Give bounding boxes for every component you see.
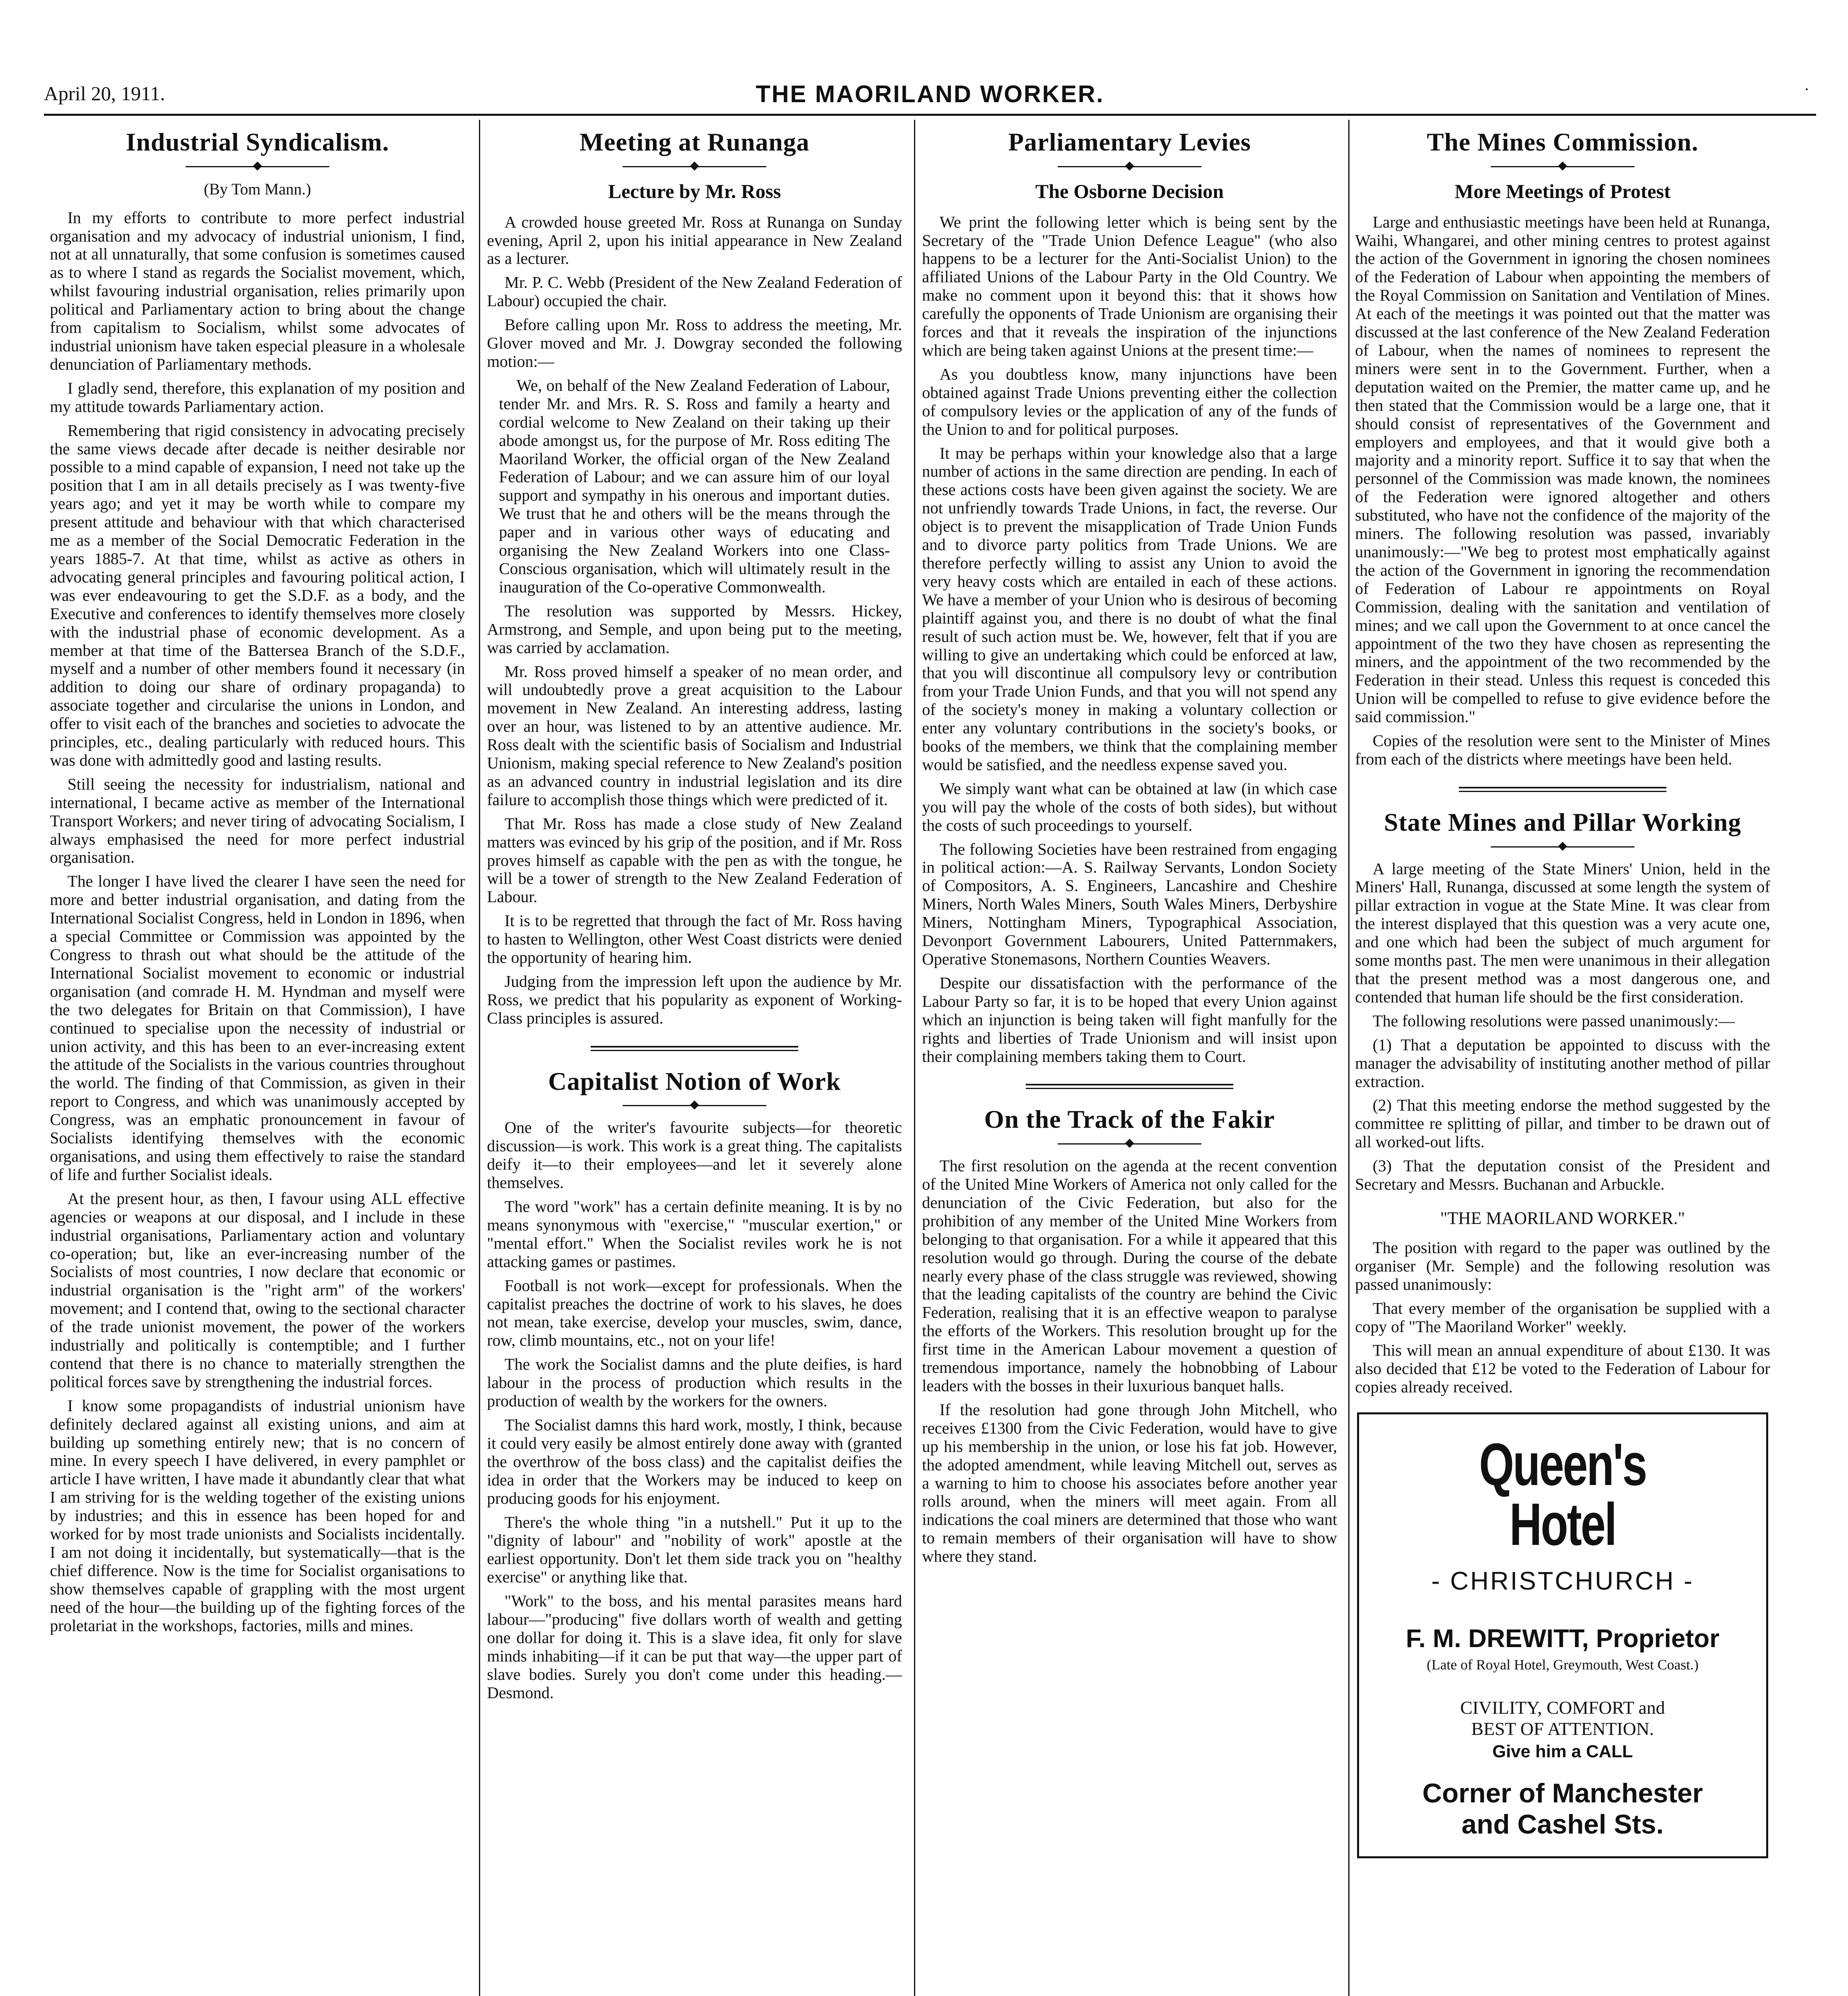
paragraph: If the resolution had gone through John Mitchell, who receives £1300 from the Civic Federation, would have to give up his membership in the union, or lose his fat job. However, the adopted amendment, while leaving Mitchell out, serves as a warning to him to choose his associates before another year rolls around, when the miners will meet again. From all indications the coal miners are determined that those who want to remain members of their organisation will have to show where they stand. — [922, 1400, 1337, 1566]
paragraph: The following resolutions were passed unanimously:— — [1373, 1011, 1735, 1030]
ornament-divider — [1491, 841, 1634, 853]
article-body — [50, 209, 465, 1635]
paragraph: That Mr. Ross has made a close study of New Zealand matters was evinced by his grip of the position, and if Mr. Ross proves himself as capable with the pen as with the tongue, he will be a tower of strength to the New Zealand Federation of Labour. — [487, 814, 902, 906]
section-separator — [591, 1046, 798, 1051]
article-body — [487, 213, 902, 1028]
paragraph: As you doubtless know, many injunctions have been obtained against Trade Unions preventing either the collection of compulsory levies or the application of any of the funds of the Union to and for political purposes. — [922, 364, 1337, 438]
paragraph: This will mean an annual expenditure of about £130. It was also decided that £12 be voted to the Federation of Labour for copies already received. — [1355, 1341, 1770, 1396]
ad-civility: CIVILITY, COMFORT and — [1460, 1697, 1665, 1718]
paragraph: The work the Socialist damns and the plute deifies, is hard labour in the process of production which results in the production of wealth by the workers for the owners. — [487, 1355, 902, 1410]
paragraph: Football is not work—except for professionals. When the capitalist preaches the doctrine of work to his slaves, he does not mean, take exercise, develop your muscles, swim, dance, row, climb mountains, etc., not on your life! — [487, 1276, 902, 1350]
ornament-divider — [1058, 160, 1201, 172]
column-1 — [50, 128, 465, 1996]
paragraph: The position with regard to the paper was outlined by the organiser (Mr. Semple) and the following resolution was passed unanimously: — [1355, 1238, 1770, 1293]
article-headline: Parliamentary Levies — [1008, 128, 1251, 156]
ad-title: Queen's Hotel — [1479, 1431, 1646, 1558]
paragraph: The word "work" has a certain definite meaning. It is by no means synonymous with "exercise," "muscular exertion," or "mental effort." When the Socialist reviles work he is not attacking games or pastimes. — [487, 1197, 902, 1271]
article-body — [1355, 213, 1770, 768]
article-subhead: More Meetings of Protest — [1454, 180, 1671, 202]
article-subhead: Lecture by Mr. Ross — [608, 180, 781, 202]
paragraph: Mr. Ross proved himself a speaker of no mean order, and will undoubtedly prove a great acquisition to the Labour movement in New Zealand. An interesting address, lasting over an hour, was listened to by an attentive audience. Mr. Ross dealt with the scientific basis of Socialism and Industrial Unionism, making special reference to New Zealand's position as an advanced country in industrial legislation and its dire failure to accomplish those things which were predicted of it. — [487, 662, 902, 809]
ornament-divider — [1058, 1138, 1201, 1150]
ornament-divider — [623, 160, 766, 172]
ad-address-line-2: and Cashel Sts. — [1461, 1809, 1664, 1840]
page-header — [44, 82, 1816, 106]
ad-attention: BEST OF ATTENTION. — [1471, 1719, 1654, 1739]
ad-proprietor: F. M. DREWITT, Proprietor — [1406, 1624, 1719, 1653]
article-headline: Industrial Syndicalism. — [126, 128, 389, 156]
paragraph: I gladly send, therefore, this explanation of my position and my attitude towards Parliamentary action. — [50, 378, 465, 416]
page-mark: · — [1804, 80, 1810, 98]
paragraph: We simply want what can be obtained at law (in which case you will pay the whole of the costs of both sides), but without the costs of such proceedings to yourself. — [922, 779, 1337, 834]
section-separator — [1026, 1084, 1233, 1089]
article-headline: On the Track of the Fakir — [984, 1105, 1275, 1134]
paragraph: Judging from the impression left upon the audience by Mr. Ross, we predict that his popularity as exponent of Working-Class principles is assured. — [487, 972, 902, 1027]
paragraph: The resolution was supported by Messrs. Hickey, Armstrong, and Semple, and upon being put to the meeting, was carried by acclamation. — [487, 601, 902, 657]
paragraph: Despite our dissatisfaction with the performance of the Labour Party so far, it is to be hoped that every Union against which an injunction is being taken will fight manfully for the rights and liberties of Trade Unionism and will insist upon their complaining members taking them to Court. — [922, 973, 1337, 1065]
paragraph: Large and enthusiastic meetings have been held at Runanga, Waihi, Whangarei, and other mining centres to protest against the action of the Government in ignoring the chosen nominees of the Federation of Labour when appointing the members of the Royal Commission on Sanitation and Ventilation of Mines. At each of the meetings it was pointed out that the matter was discussed at the last conference of the New Zealand Federation of Labour, when the names of nominees to represent the miners were sent in to the Government. Further, when a deputation waited on the Premier, the matter came up, and he then stated that the Commission would be a large one, that it should consist of representatives of the Government and employers and employees, and that it would give both a majority and a minority report. Suffice it to say that when the personnel of the Commission was made known, the nominees of the Federation were ignored altogether and others substituted, who have not the confidence of the majority of the miners. The following resolution was passed, invariably unanimously:—"We beg to protest most emphatically against the action of the Government in ignoring the recommendation of Federation of Labour re appointments on Royal Commission, dealing with the sanitation and ventilation of mines; and we call upon the Government to at once cancel the appointment of the two they have chosen as representing the miners, and the appointment of the two recommended by the Federation in their stead. Unless this request is conceded this Union will be compelled to refuse to give evidence before the said commission." — [1355, 212, 1770, 726]
column-rule-2 — [914, 120, 915, 1996]
section-separator — [1459, 787, 1666, 792]
paragraph: The first resolution on the agenda at the recent convention of the United Mine Workers of America not only called for the denunciation of the Civic Federation, but also for the prohibition of any member of the United Mine Workers from belonging to that organisation. For a while it appeared that this resolution would go through. During the course of the debate nearly every phase of the class struggle was reviewed, showing that the leading capitalists of the country are behind the Civic Federation, realising that it is an effective weapon to paralyse the efforts of the Workers. This resolution brought up for the first time in the American Labour movement a question of tremendous importance, namely the hobnobbing of Labour leaders with the bosses in their luxurious banquet halls. — [922, 1156, 1337, 1395]
header-rule — [44, 114, 1816, 116]
paragraph: (3) That the deputation consist of the President and Secretary and Messrs. Buchanan and Arbuckle. — [1355, 1156, 1770, 1194]
ad-address-line-1: Corner of Manchester — [1422, 1778, 1703, 1809]
paragraph: Copies of the resolution were sent to the Minister of Mines from each of the districts where meetings have been held. — [1355, 731, 1770, 768]
article-headline: Meeting at Runanga — [579, 128, 810, 156]
paragraph: (2) That this meeting endorse the method suggested by the committee re splitting of pillar, and timber to be drawn out of all worked-out lifts. — [1355, 1096, 1770, 1151]
paragraph: Still seeing the necessity for industrialism, national and international, I became active as member of the International Transport Workers; and never tiring of advocating Socialism, I always emphasised the need for more perfect industrial organisation. — [50, 774, 465, 867]
ornament-divider — [186, 160, 329, 172]
paragraph: The Socialist damns this hard work, mostly, I think, because it could very easily be almost entirely done away with (granted the overthrow of the boss class) and the capitalist deifies the idea in order that the Workers may be induced to keep on producing goods for his enjoyment. — [487, 1416, 902, 1507]
paragraph: One of the writer's favourite subjects—for theoretic discussion—is work. This work is a great thing. The capitalists deify it—to their employees—and let it severely alone themselves. — [487, 1118, 902, 1192]
issue-date: April 20, 1911. — [44, 82, 165, 105]
ornament-divider — [1491, 160, 1634, 172]
paragraph: "Work" to the boss, and his mental parasites means hard labour—"producing" five dollars worth of wealth and getting one dollar for doing it. This is a slave idea, fit only for slave minds inhabiting—if it can be put that way—the upper part of slave bodies. Surely you don't come under this heading.—Desmond. — [487, 1592, 902, 1702]
column-2 — [487, 128, 902, 1996]
paragraph: That every member of the organisation be supplied with a copy of "The Maoriland Worker" weekly. — [1355, 1299, 1770, 1336]
paragraph: In my efforts to contribute to more perfect industrial organisation and my advocacy of industrial unionism, I find, not at all unnaturally, that some confusion is sometimes caused as to where I stand as regards the Socialist movement, which, whilst favouring industrial organisation, relies primarily upon political and Parliamentary action to bring about the change from capitalism to Socialism, whilst some advocates of industrial unionism have taken especial pleasure in a wholesale denunciation of Parliamentary methods. — [50, 208, 465, 373]
article-body — [922, 213, 1337, 1066]
paragraph: I know some propagandists of industrial unionism have definitely declared against all existing unions, and aim at building up something entirely new; that is no concern of mine. In every speech I have delivered, in every pamphlet or article I have written, I have made it abundantly clear that what I am striving for is the welding together of the existing unions by industries; and this in essence has been hoped for and worked for by most trade unionists and Socialists incidentally. I am not doing it incidentally, but systematically—that is the chief difference. Now is the time for Socialist organisations to show themselves capable of grappling with the most urgent need of the hour—the building up of the fighting forces of the proletariat in the workshops, factories, mills and mines. — [50, 1396, 465, 1635]
article-subhead: The Osborne Decision — [1035, 180, 1224, 202]
ad-former-hotel: (Late of Royal Hotel, Greymouth, West Coast.) — [1427, 1657, 1699, 1673]
paragraph: Remembering that rigid consistency in advocating precisely the same views decade after decade is neither desirable nor possible to a mind capable of expansion, I need not take up the position that I am in all details precisely as I was twenty-five years ago; and yet it may be worth while to compare my present attitude and behaviour with that which characterised me as a member of the Social Democratic Federation in the years 1885-7. At that time, whilst as active as others in advocating general principles and favouring political action, I was ever endeavouring to get the S.D.F. as a body, and the Executive and conferences to identify themselves more closely with the industrial phase of economic development. As a member at that time of the Battersea Branch of the S.D.F., myself and a number of other members found it necessary (in addition to doing our share of ordinary propaganda) to associate together and circularise the unions in London, and offer to visit each of the branches and societies to advocate the principles, etc., dealing particularly with reduced hours. This was done with admittedly good and lasting results. — [50, 421, 465, 769]
ad-call: Give him a CALL — [1492, 1742, 1633, 1762]
column-3 — [922, 128, 1337, 1996]
paragraph: There's the whole thing "in a nutshell." Put it up to the "dignity of labour" and "nobility of work" apostle at the earliest opportunity. Don't let them side track you on "healthy exercise" or anything like that. — [487, 1513, 902, 1586]
hotel-advertisement — [1357, 1412, 1768, 1858]
ornament-divider — [623, 1099, 766, 1111]
paragraph: Mr. P. C. Webb (President of the New Zealand Federation of Labour) occupied the chair. — [487, 273, 902, 310]
paragraph: It may be perhaps within your knowledge also that a large number of actions in the same direction are pending. In each of these actions costs have been given against the society. We are not unfriendly towards Trade Unions, in fact, the reverse. Our object is to prevent the misapplication of Trade Union Funds and to divorce party politics from Trade Unions. We are therefore perfectly willing to assist any Union to avoid the very heavy costs which are entailed in each of these actions. We have a member of your Union who is desirous of becoming plaintiff against you, and there is no doubt of what the final result of such action must be. We, however, felt that if you are willing to give an undertaking which could be enforced at law, that you will discontinue all compulsory levy or contribution from your Trade Union Funds, and that you will not spend any of the society's money in making a voluntary collection or enter any voluntary contributions in the society's books, or books of the members, we think that the complaining member would be satisfied, and the needless expense saved you. — [922, 444, 1337, 774]
paragraph: A crowded house greeted Mr. Ross at Runanga on Sunday evening, April 2, upon his initial appearance in New Zealand as a lecturer. — [487, 212, 902, 268]
article-headline: The Mines Commission. — [1427, 128, 1699, 156]
paragraph: (1) That a deputation be appointed to discuss with the manager the advisability of instituting another method of pillar extraction. — [1355, 1035, 1770, 1091]
masthead: THE MAORILAND WORKER. — [756, 81, 1104, 107]
column-rule-1 — [479, 120, 480, 1996]
article-byline: (By Tom Mann.) — [204, 180, 311, 198]
paragraph: The following Societies have been restrained from engaging in political action:—A. S. Railway Servants, London Society of Compositors, A. S. Engineers, Lancashire and Cheshire Miners, North Wales Miners, South Wales Miners, Derbyshire Miners, Nottingham Miners, Typographical Association, Devonport Government Labourers, United Patternmakers, Operative Stonemasons, Northern Counties Weavers. — [922, 840, 1337, 968]
paragraph: It is to be regretted that through the fact of Mr. Ross having to hasten to Wellington, other West Coast districts were denied the opportunity of hearing him. — [487, 911, 902, 967]
paragraph: Before calling upon Mr. Ross to address the meeting, Mr. Glover moved and Mr. J. Dowgray seconded the following motion:— — [487, 315, 902, 371]
motion-text: We, on behalf of the New Zealand Federation of Labour, tender Mr. and Mrs. R. S. Ross and family a hearty and cordial welcome to New Zealand on their taking up their abode amongst us, for the purpose of Mr. Ross editing The Maoriland Worker, the official organ of the New Zealand Federation of Labour; and we can assure him of our loyal support and sympathy in his onerous and important duties. We trust that he and others will be the means through the paper and in various other ways of educating and organising the New Zealand Workers into one Class-Conscious organisation, which will ultimately result in the inauguration of the Co-operative Commonwealth. — [499, 376, 890, 596]
ad-city: - CHRISTCHURCH - — [1431, 1566, 1694, 1596]
paragraph: At the present hour, as then, I favour using ALL effective agencies or weapons at our disposal, and I include in these industrial organisations, Parliamentary action and voluntary co-operation; but, like an ever-increasing number of the Socialists of most countries, I now declare that economic or industrial organisation is the "right arm" of the workers' movement; and I contend that, owing to the sectional character of the trade unionist movement, the power of the workers industrially and politically is contemptible; and I further contend that there is no chance to materially strengthen the political forces save by strengthening the industrial forces. — [50, 1189, 465, 1391]
paragraph: The longer I have lived the clearer I have seen the need for more and better industrial organisation, and dating from the International Socialist Congress, held in London in 1896, when a special Committee or Commission was appointed by the Congress to thrash out what should be the attitude of the International Socialist movement to economic or industrial organisation (and comrade H. M. Hyndman and myself were the two delegates for Britain on that Commission), I have continued to specialise upon the necessity of industrial or union activity, and this has been to an ever-increasing extent the attitude of the Socialists in the various countries throughout the world. The finding of that Commission, as given in their report to Congress, and which was unanimously accepted by Congress, was an emphatic pronouncement in favour of Socialists identifying themselves with the economic organisations, and using them effectively to raise the standard of life and further Socialist ideals. — [50, 872, 465, 1184]
article-body — [1355, 860, 1770, 1194]
notice-heading: "THE MAORILAND WORKER." — [1440, 1208, 1685, 1228]
column-rule-3 — [1348, 120, 1349, 1996]
article-headline: Capitalist Notion of Work — [548, 1067, 841, 1095]
article-body — [922, 1157, 1337, 1566]
article-headline: State Mines and Pillar Working — [1384, 808, 1741, 836]
article-body — [487, 1119, 902, 1702]
column-4 — [1355, 128, 1770, 1996]
paragraph: A large meeting of the State Miners' Union, held in the Miners' Hall, Runanga, discussed at some length the system of pillar extraction in vogue at the State Mine. It was clear from the interest displayed that this question was a very acute one, and one which had been the subject of much argument for some months past. The men were unanimous in their allegation that the present method was a most dangerous one, and contended that human life should be the first consideration. — [1355, 859, 1770, 1006]
paragraph: We print the following letter which is being sent by the Secretary of the "Trade Union Defence League" (who also happens to be a lecturer for the Anti-Socialist Union) to the affiliated Unions of the Labour Party in the Old Country. We make no comment upon it beyond this: that it shows how carefully the opponents of Trade Unionism are organising their forces and that it reveals the inspiration of the injunctions which are being taken against Unions at the present time:— — [922, 212, 1337, 360]
notice-body — [1355, 1239, 1770, 1396]
